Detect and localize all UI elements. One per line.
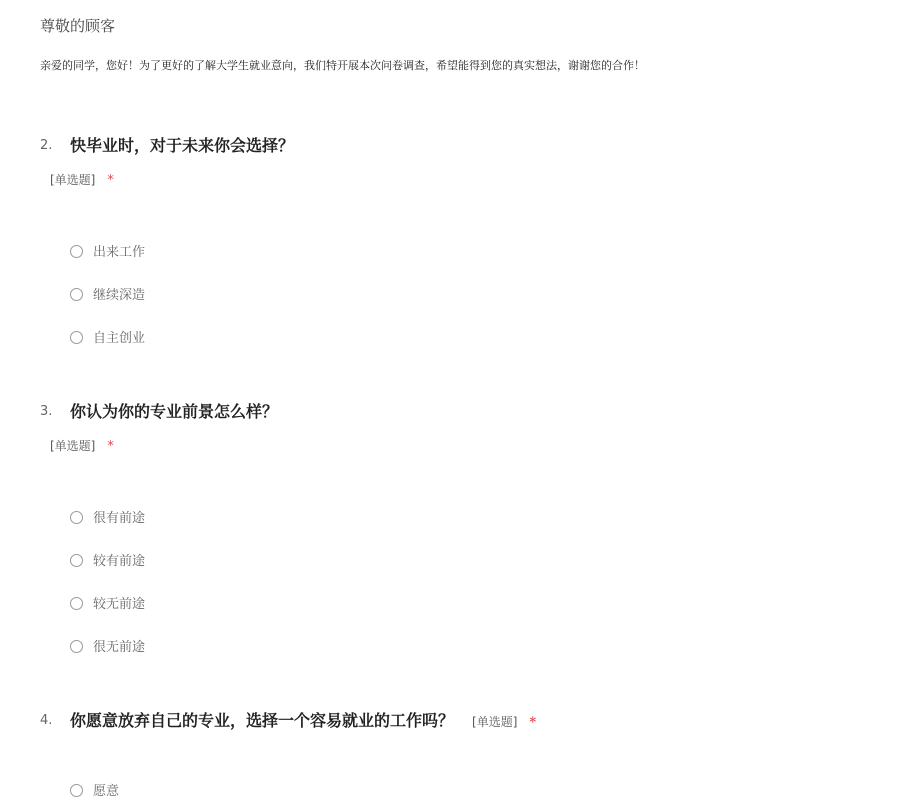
radio-button[interactable]: [70, 331, 83, 344]
option-label: 较无前途: [93, 597, 146, 612]
radio-button[interactable]: [70, 640, 83, 653]
option-label: 很无前途: [93, 640, 146, 655]
required-marker: *: [107, 173, 114, 188]
intro-text: 亲爱的同学，您好！为了更好的了解大学生就业意向，我们特开展本次问卷调查，希望能得到您的真实想法，谢谢您的合作！: [40, 59, 645, 72]
option-label: 愿意: [93, 784, 120, 799]
option-label: 自主创业: [93, 331, 146, 346]
question-2: [40, 134, 880, 190]
option-label: 出来工作: [93, 245, 146, 260]
radio-button[interactable]: [70, 245, 83, 258]
greeting-title: 尊敬的顾客: [40, 17, 116, 35]
question-type-badge: [单选题]: [50, 173, 96, 187]
required-marker: *: [529, 715, 537, 730]
question-title: 你认为你的专业前景怎么样？: [70, 402, 279, 421]
question-header: [40, 400, 880, 424]
question-number: 2.: [40, 138, 53, 153]
question-title: 快毕业时，对于未来你会选择？: [70, 136, 295, 155]
question-type-badge: [单选题]: [50, 439, 96, 453]
radio-button[interactable]: [70, 288, 83, 301]
required-marker: *: [107, 439, 114, 454]
question-4: [40, 709, 880, 733]
radio-button[interactable]: [70, 784, 83, 797]
radio-button[interactable]: [70, 511, 83, 524]
option-label: 较有前途: [93, 554, 146, 569]
radio-button[interactable]: [70, 597, 83, 610]
question-header: [40, 709, 880, 733]
question-type-row: [50, 436, 880, 456]
question-title: [70, 709, 536, 735]
option-label: 很有前途: [93, 511, 146, 526]
question-title-text: 你愿意放弃自己的专业，选择一个容易就业的工作吗？: [70, 711, 455, 730]
question-number: 3.: [40, 404, 53, 419]
question-type-badge: [单选题]: [472, 715, 518, 729]
question-type-row: [50, 170, 880, 190]
question-3: [40, 400, 880, 456]
question-number: 4.: [40, 713, 53, 728]
question-header: [40, 134, 880, 158]
radio-button[interactable]: [70, 554, 83, 567]
option-label: 继续深造: [93, 288, 146, 303]
